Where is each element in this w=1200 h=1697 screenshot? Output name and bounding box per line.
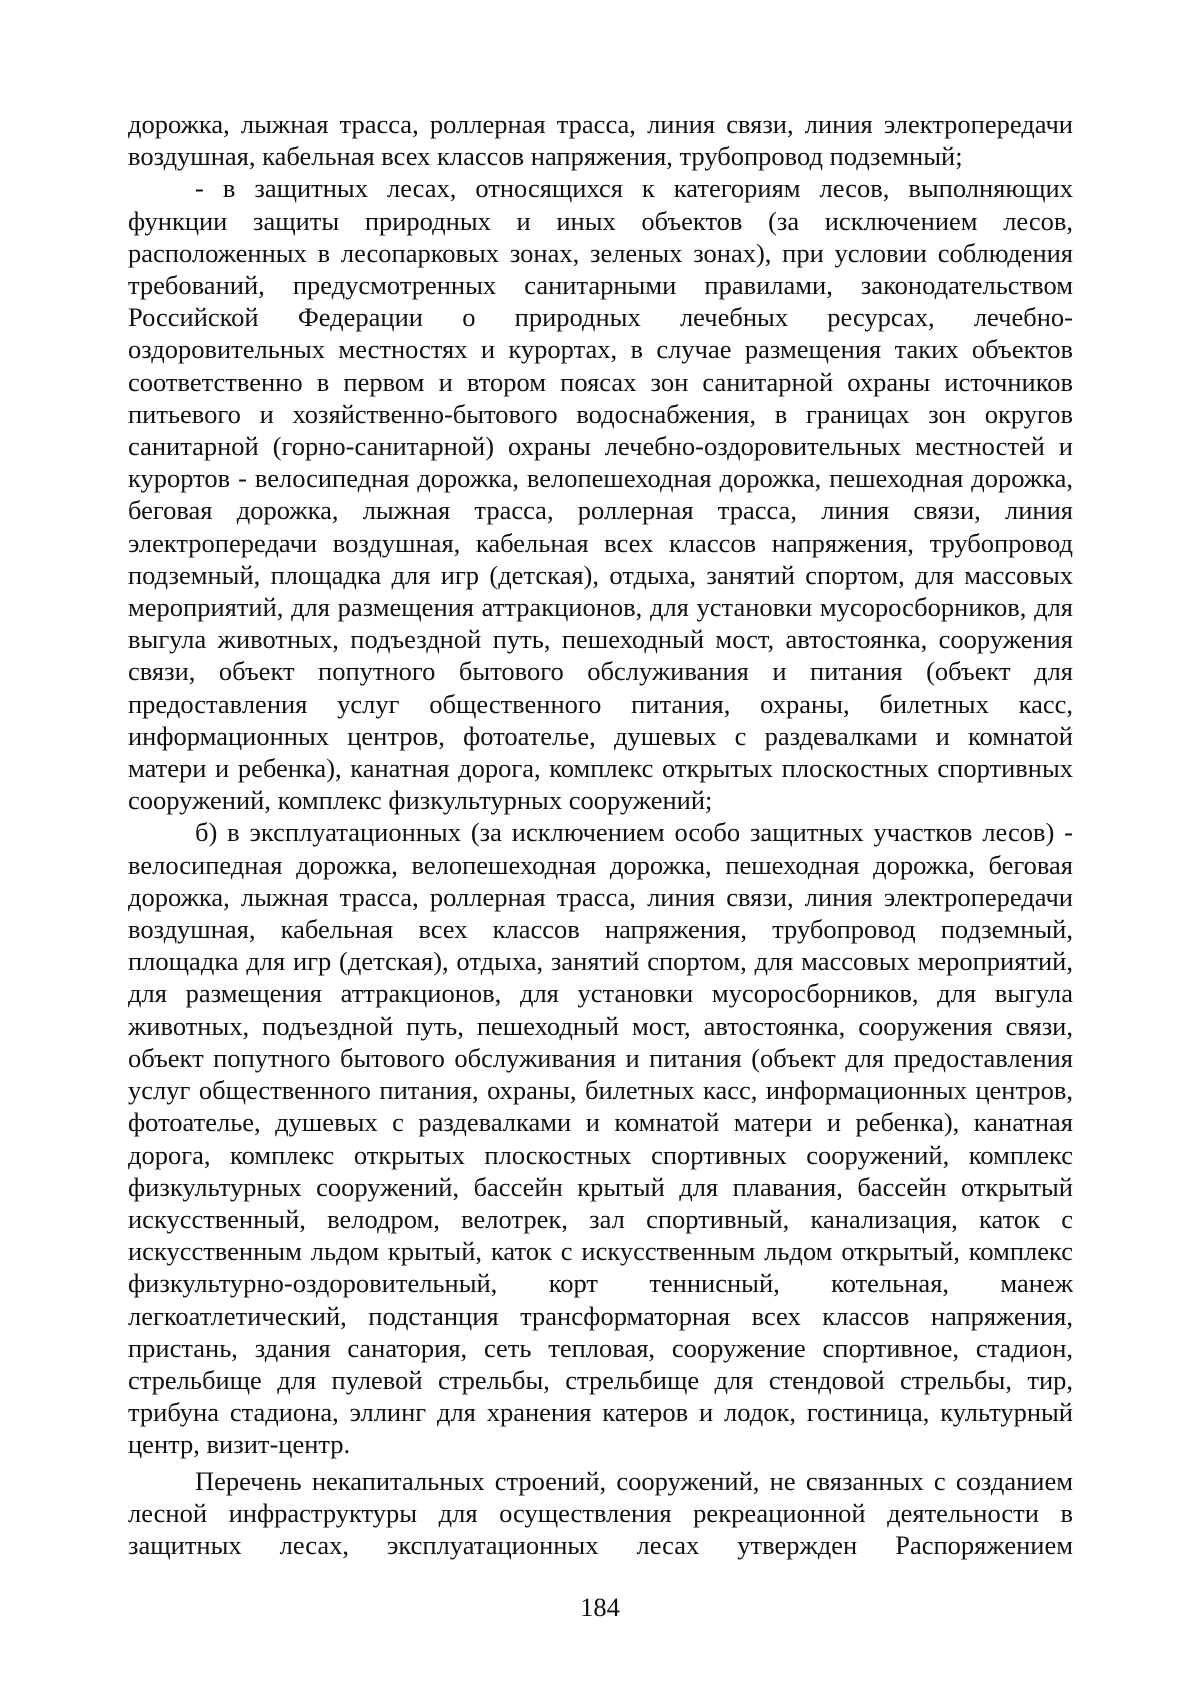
- paragraph-operational-forests: б) в эксплуатационных (за исключением особо защитных участков лесов) - велосипедная дорожка, велопешеходная дорожка, пешеходная дорожка, беговая дорожка, лыжная трасса, роллерная трасса, линия связи, линия электропередачи воздушная, кабельная всех классов напряжения, трубопровод подземный, площадка для игр (детская), отдыха, занятий спортом, для массовых мероприятий, для размещения аттракционов, для установки мусоросборников, для выгула животных, подъездной путь, пешеходный мост, автостоянка, сооружения связи, объект попутного бытового обслуживания и питания (объект для предоставления услуг общественного питания, охраны, билетных касс, информационных центров, фотоателье, душевых с раздевалками и комнатой матери и ребенка), канатная дорога, комплекс открытых плоскостных спортивных сооружений, комплекс физкультурных сооружений, бассейн крытый для плавания, бассейн открытый искусственный, велодром, велотрек, зал спортивный, канализация, каток с искусственным льдом крытый, каток с искусственным льдом открытый, комплекс физкультурно-оздоровительный, корт теннисный, котельная, манеж легкоатлетический, подстанция трансформаторная всех классов напряжения, пристань, здания санатория, сеть тепловая, сооружение спортивное, стадион, стрельбище для пулевой стрельбы, стрельбище для стендовой стрельбы, тир, трибуна стадиона, эллинг для хранения катеров и лодок, гостиница, культурный центр, визит-центр.: [128, 817, 1073, 1460]
- paragraph-list-of-structures: Перечень некапитальных строений, сооружений, не связанных с созданием лесной инфраструктуры для осуществления рекреационной деятельности в защитных лесах, эксплуатационных лесах утвержден Распоряжением: [128, 1465, 1073, 1560]
- page-number: 184: [580, 1592, 620, 1622]
- paragraph-continuation: дорожка, лыжная трасса, роллерная трасса, линия связи, линия электропередачи воздушная, кабельная всех классов напряжения, трубопровод подземный;: [128, 109, 1073, 172]
- paragraph-protective-forests: - в защитных лесах, относящихся к категориям лесов, выполняющих функции защиты природных и иных объектов (за исключением лесов, расположенных в лесопарковых зонах, зеленых зонах), при условии соблюдения требований, предусмотренных санитарными правилами, законодательством Российской Федерации о природных лечебных ресурсах, лечебно-оздоровительных местностях и курортах, в случае размещения таких объектов соответственно в первом и втором поясах зон санитарной охраны источников питьевого и хозяйственно-бытового водоснабжения, в границах зон округов санитарной (горно-санитарной) охраны лечебно-оздоровительных местностей и курортов - велосипедная дорожка, велопешеходная дорожка, пешеходная дорожка, беговая дорожка, лыжная трасса, роллерная трасса, линия связи, линия электропередачи воздушная, кабельная всех классов напряжения, трубопровод подземный, площадка для игр (детская), отдыха, занятий спортом, для массовых мероприятий, для размещения аттракционов, для установки мусоросборников, для выгула животных, подъездной путь, пешеходный мост, автостоянка, сооружения связи, объект попутного бытового обслуживания и питания (объект для предоставления услуг общественного питания, охраны, билетных касс, информационных центров, фотоателье, душевых с раздевалками и комнатой матери и ребенка), канатная дорога, комплекс открытых плоскостных спортивных сооружений, комплекс физкультурных сооружений;: [128, 173, 1073, 816]
- document-page: [128, 108, 1073, 1561]
